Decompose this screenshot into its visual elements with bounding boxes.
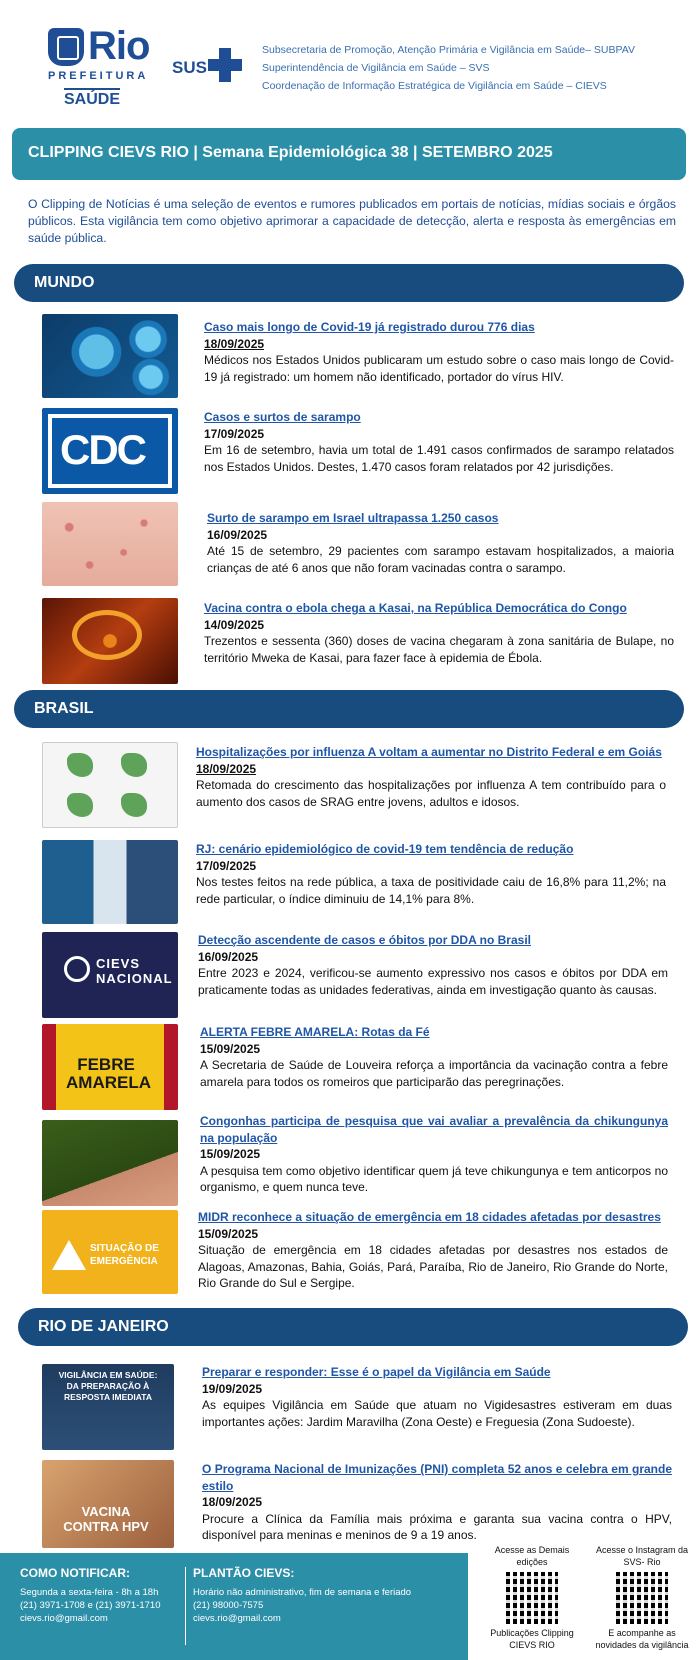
alert-stripe — [164, 1024, 178, 1110]
cross-icon — [208, 48, 242, 82]
news-item — [202, 1364, 672, 1430]
qr-editions — [482, 1545, 582, 1651]
notify-line: cievs.rio@gmail.com — [20, 1613, 108, 1624]
notify-block — [20, 1567, 161, 1625]
news-link[interactable]: Detecção ascendente de casos e óbitos por DDA no Brasil — [198, 933, 531, 947]
logo-brand: Rio — [88, 24, 150, 68]
news-link[interactable]: Congonhas participa de pesquisa que vai avaliar a prevalência da chikungunya na população — [200, 1114, 668, 1145]
news-date: 18/09/2025 — [196, 761, 257, 776]
divider — [185, 1567, 186, 1645]
news-link[interactable]: Caso mais longo de Covid-19 já registrado durou 776 dias — [204, 320, 535, 334]
ebola-virus-image — [42, 598, 178, 684]
logo-sub: PREFEITURA — [48, 70, 149, 82]
news-date: 16/09/2025 — [207, 527, 268, 542]
cdc-label: CDC — [60, 426, 145, 473]
qr-instagram — [592, 1545, 692, 1651]
ebola-filament — [72, 610, 142, 660]
map-shape — [67, 793, 93, 817]
febre-label: FEBRE AMARELA — [66, 1055, 151, 1092]
section-mundo — [14, 264, 684, 302]
cievs-icon — [64, 956, 90, 982]
news-summary: Médicos nos Estados Unidos publicaram um estudo sobre o caso mais longo de Covid-19 já registrado: um homem não identificado, portador do vírus HIV. — [204, 353, 674, 384]
coat-of-arms-icon — [48, 28, 84, 66]
covid-virus-image — [42, 314, 178, 398]
influenza-maps-image — [42, 742, 178, 828]
notify-line: Segunda a sexta-feira - 8h a 18h — [20, 1587, 159, 1598]
news-date: 17/09/2025 — [204, 426, 265, 441]
map-shape — [121, 753, 147, 777]
footer-contact-band — [0, 1553, 468, 1660]
news-link[interactable]: ALERTA FEBRE AMARELA: Rotas da Fé — [200, 1025, 430, 1039]
page-title: CLIPPING CIEVS RIO | Semana Epidemiológica 38 | SETEMBRO 2025 — [28, 144, 553, 161]
section-brasil — [14, 690, 684, 728]
org-line: Coordenação de Informação Estratégica de Vigilância em Saúde – CIEVS — [262, 80, 607, 92]
emergency-poster — [42, 1210, 178, 1294]
cievs-nacional-logo — [42, 932, 178, 1018]
news-link[interactable]: O Programa Nacional de Imunizações (PNI) completa 52 anos e celebra em grande estilo — [202, 1462, 672, 1493]
qr-caption: E acompanhe as novidades da vigilância — [595, 1628, 689, 1650]
mosquito-image — [42, 1120, 178, 1206]
plantao-line: (21) 98000-7575 — [193, 1600, 264, 1611]
news-summary: A Secretaria de Saúde de Louveira reforça a importância da vacinação contra a febre amarela para todos os romeiros que participarão das peregrinações. — [200, 1058, 668, 1089]
news-date: 14/09/2025 — [204, 617, 265, 632]
news-date: 18/09/2025 — [202, 1495, 263, 1509]
news-date: 15/09/2025 — [200, 1041, 261, 1056]
org-line: Superintendência de Vigilância em Saúde – SVS — [262, 62, 490, 74]
section-title: RIO DE JANEIRO — [38, 1318, 169, 1335]
news-item — [198, 1209, 668, 1292]
section-rio — [18, 1308, 688, 1346]
org-line: Subsecretaria de Promoção, Atenção Primária e Vigilância em Saúde– SUBPAV — [262, 44, 635, 56]
news-summary: As equipes Vigilância em Saúde que atuam no Vigidesastres estiveram em duas importantes ações: Jardim Maravilha (Zona Oeste) e Freguesia (Zona Sudoeste). — [202, 1398, 672, 1429]
news-link[interactable]: Vacina contra o ebola chega a Kasai, na República Democrática do Congo — [204, 601, 627, 615]
sus-logo — [172, 48, 242, 86]
news-link[interactable]: Casos e surtos de sarampo — [204, 410, 361, 424]
warning-icon — [52, 1240, 86, 1270]
hpv-vaccine-poster — [42, 1460, 174, 1548]
header-org-lines — [262, 41, 635, 95]
news-link[interactable]: RJ: cenário epidemiológico de covid-19 tem tendência de redução — [196, 842, 574, 856]
qr-caption: Publicações Clipping CIEVS RIO — [490, 1628, 574, 1650]
hpv-label: VACINA CONTRA HPV — [63, 1504, 149, 1534]
news-item — [202, 1461, 672, 1544]
qr-caption: Acesse o Instagram da SVS- Rio — [595, 1545, 689, 1567]
news-item — [196, 841, 666, 907]
emergency-label: SITUAÇÃO DE EMERGÊNCIA — [90, 1243, 159, 1267]
news-item — [204, 319, 674, 385]
news-link[interactable]: Surto de sarampo em Israel ultrapassa 1.250 casos — [207, 511, 499, 525]
news-summary: Retomada do crescimento das hospitalizações por influenza A tem contribuído para o aumento dos casos de SRAG entre jovens, adultos e idosos. — [196, 778, 666, 809]
prefeitura-rio-logo — [42, 24, 150, 110]
news-item — [200, 1113, 668, 1196]
vigilancia-poster — [42, 1364, 174, 1450]
news-link[interactable]: Hospitalizações por influenza A voltam a aumentar no Distrito Federal e em Goiás — [196, 745, 662, 759]
plantao-line: cievs.rio@gmail.com — [193, 1613, 281, 1624]
news-summary: Até 15 de setembro, 29 pacientes com sarampo estavam hospitalizados, a maioria crianças de até 6 anos que não foram vacinadas contra o sarampo. — [207, 544, 674, 575]
news-item — [204, 409, 674, 475]
notify-line: (21) 3971-1708 e (21) 3971-1710 — [20, 1600, 161, 1611]
sus-label: SUS — [172, 58, 207, 77]
news-item — [207, 510, 674, 576]
qr-code-icon[interactable] — [616, 1572, 668, 1624]
news-summary: Trezentos e sessenta (360) doses de vacina chegaram à zona sanitária de Bulape, no território Mweka de Kasai, para fazer face à epidemia de Ébola. — [204, 634, 674, 665]
news-summary: Entre 2023 e 2024, verificou-se aumento expressivo nos casos e óbitos por DDA em praticamente todas as unidades federativas, ainda em investigação quanto às causas. — [198, 966, 668, 997]
news-summary: Nos testes feitos na rede pública, a taxa de positividade caiu de 16,8% para 11,2%; na rede particular, o índice diminuiu de 14,1% para 8%. — [196, 875, 666, 906]
news-link[interactable]: Preparar e responder: Esse é o papel da Vigilância em Saúde — [202, 1365, 551, 1379]
news-date: 18/09/2025 — [204, 336, 265, 351]
cievs-label: CIEVS NACIONAL — [96, 956, 173, 986]
vigilancia-label: VIGILÂNCIA EM SAÚDE: DA PREPARAÇÃO À RESPOSTA IMEDIATA — [58, 1370, 158, 1402]
page-header — [0, 0, 697, 118]
news-item — [204, 600, 674, 666]
news-date: 17/09/2025 — [196, 858, 257, 873]
plantao-title: PLANTÃO CIEVS: — [193, 1566, 295, 1580]
title-banner — [12, 128, 686, 180]
measles-rash-image — [42, 502, 178, 586]
news-date: 16/09/2025 — [198, 949, 259, 964]
section-title: BRASIL — [34, 700, 94, 717]
intro-text: O Clipping de Notícias é uma seleção de eventos e rumores publicados em portais de notícias, mídias sociais e órgãos públicos. Esta vigilância tem como objetivo aprimorar a capacidade de detecção, alerta e resposta às emergências em saúde pública. — [28, 197, 676, 245]
map-shape — [67, 753, 93, 777]
news-date: 19/09/2025 — [202, 1381, 263, 1396]
plantao-line: Horário não administrativo, fim de semana e feriado — [193, 1587, 412, 1598]
news-date: 15/09/2025 — [198, 1226, 259, 1241]
news-summary: Procure a Clínica da Família mais próxima e garanta sua vacina contra o HPV, disponível para meninas e meninos de 9 a 19 anos. — [202, 1511, 672, 1542]
febre-amarela-poster — [42, 1024, 178, 1110]
notify-title: COMO NOTIFICAR: — [20, 1566, 130, 1580]
news-summary: A pesquisa tem como objetivo identificar quem já teve chikungunya e tem anticorpos no organismo, e quem nunca teve. — [200, 1163, 668, 1194]
covid-test-image — [42, 840, 178, 924]
section-title: MUNDO — [34, 274, 95, 291]
cdc-logo-image — [42, 408, 178, 494]
news-summary: Situação de emergência em 18 cidades afetadas por desastres nos estados de Alagoas, Amazonas, Bahia, Goiás, Pará, Paraíba, Rio de Janeiro, Rio Grande do Norte, Rio Grande do Sul e Sergipe. — [198, 1243, 668, 1290]
news-item — [196, 744, 666, 810]
map-shape — [121, 793, 147, 817]
news-item — [198, 932, 668, 998]
logo-saude: SAÚDE — [64, 88, 120, 109]
alert-stripe — [42, 1024, 56, 1110]
news-date: 15/09/2025 — [200, 1147, 261, 1161]
news-item — [200, 1024, 668, 1090]
news-summary: Em 16 de setembro, havia um total de 1.491 casos confirmados de sarampo relatados nos Estados Unidos. Destes, 1.470 casos foram relatados por 42 jurisdições. — [204, 443, 674, 474]
news-link[interactable]: MIDR reconhece a situação de emergência em 18 cidades afetadas por desastres — [198, 1210, 661, 1224]
qr-caption: Acesse as Demais edições — [494, 1545, 570, 1567]
qr-code-icon[interactable] — [506, 1572, 558, 1624]
plantao-block — [193, 1567, 411, 1625]
